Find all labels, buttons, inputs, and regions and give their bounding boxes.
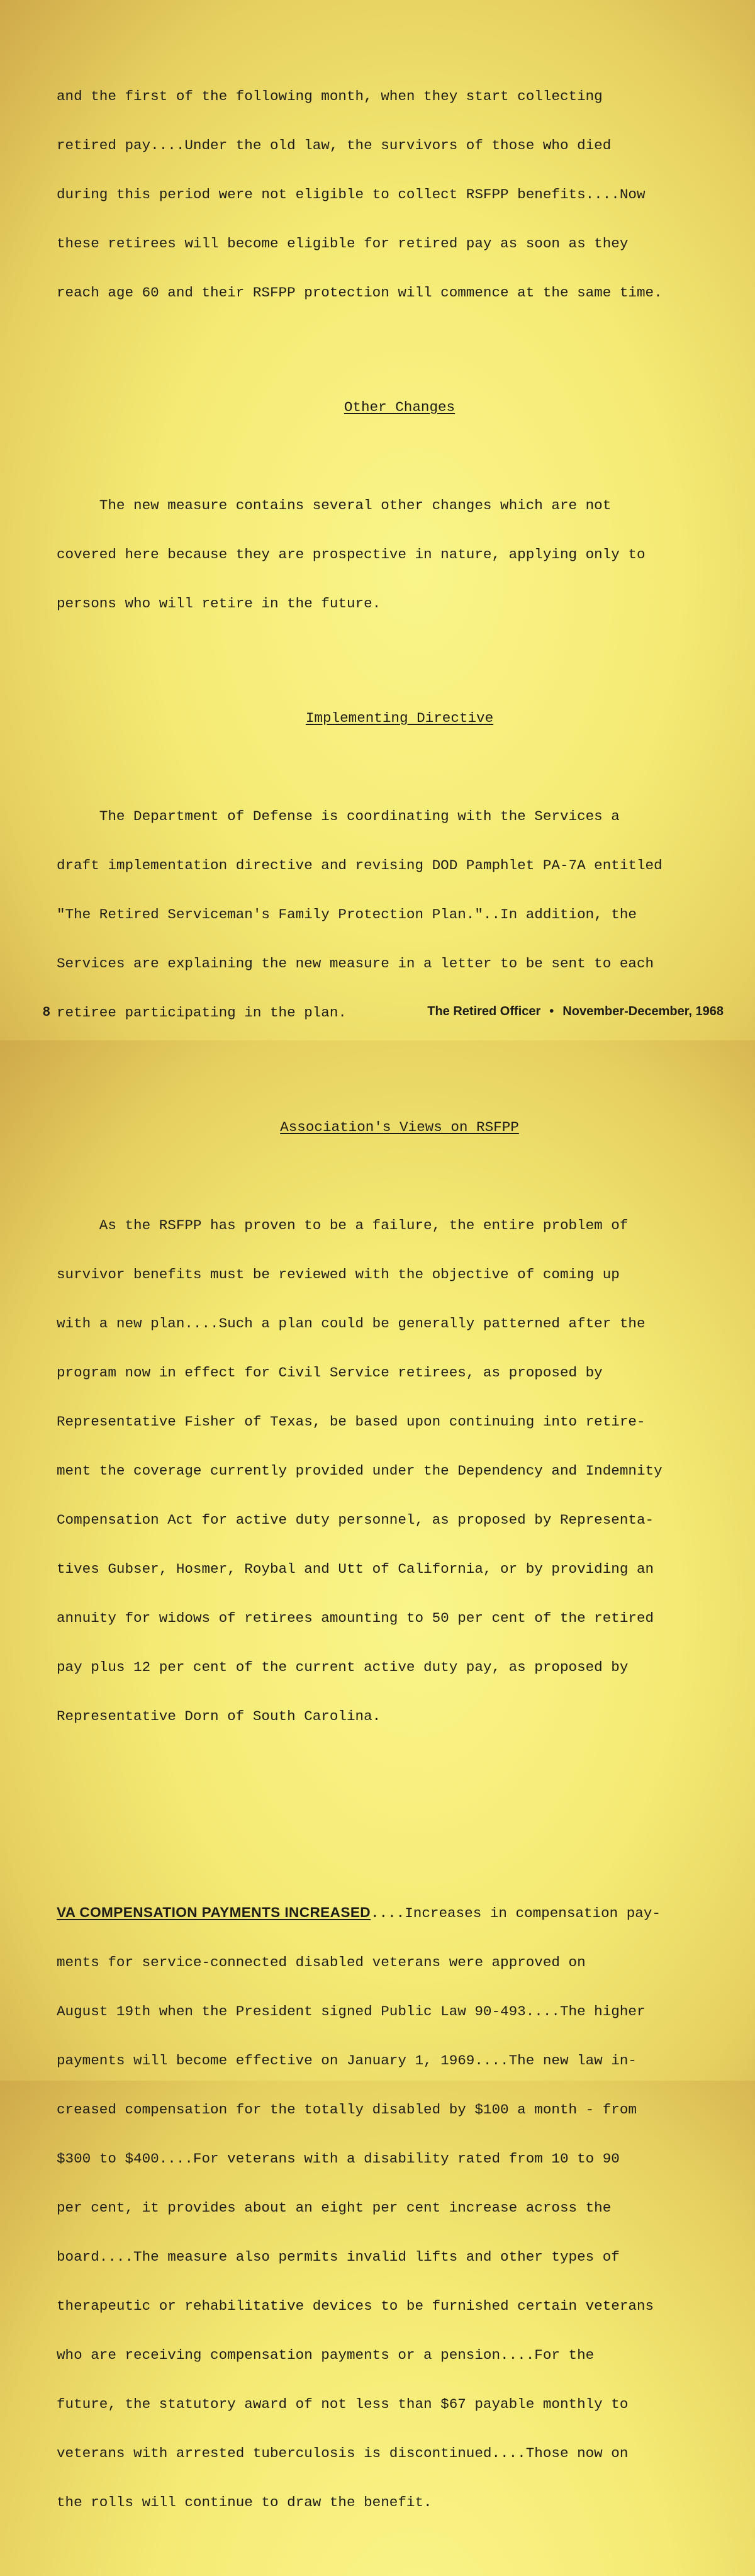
text-line: payments will become effective on January 1, 1969....The new law in- <box>57 2052 637 2069</box>
va-compensation-paragraph <box>57 1872 742 2543</box>
text-line: annuity for widows of retirees amounting to 50 per cent of the retired <box>57 1610 654 1626</box>
text-line: As the RSFPP has proven to be a failure, the entire problem of <box>57 1217 629 1234</box>
text-line: The new measure contains several other changes which are not <box>57 497 612 514</box>
text-line: persons who will retire in the future. <box>57 595 381 612</box>
text-line: covered here because they are prospective in nature, applying only to <box>57 546 646 563</box>
text-line: The Department of Defense is coordinating with the Services a <box>57 808 620 824</box>
text-line: Compensation Act for active duty personnel, as proposed by Representa- <box>57 1512 654 1528</box>
va-article-lead-rest: ....Increases in compensation pay- <box>371 1905 661 1921</box>
page-number: 8 <box>43 1004 50 1019</box>
section-heading-other-changes: Other Changes <box>344 399 456 415</box>
text-line: who are receiving compensation payments or a pension....For the <box>57 2347 595 2363</box>
association-views-paragraph <box>57 1184 742 1757</box>
text-line <box>57 1904 742 1921</box>
text-line: and the first of the following month, when they start collecting <box>57 88 603 104</box>
text-line: creased compensation for the totally disabled by $100 a month - from <box>57 2101 637 2118</box>
text-line: with a new plan....Such a plan could be generally patterned after the <box>57 1315 646 1332</box>
publication-footer <box>427 1004 724 1019</box>
text-line: survivor benefits must be reviewed with the objective of coming up <box>57 1266 620 1283</box>
text-line: Representative Fisher of Texas, be based upon continuing into retire- <box>57 1414 646 1430</box>
text-line: tives Gubser, Hosmer, Roybal and Utt of California, or by providing an <box>57 1561 654 1577</box>
text-line: program now in effect for Civil Service retirees, as proposed by <box>57 1364 603 1381</box>
text-line: Representative Dorn of South Carolina. <box>57 1708 381 1724</box>
text-line: ment the coverage currently provided under the Dependency and Indemnity <box>57 1463 663 1479</box>
text-line: reach age 60 and their RSFPP protection will commence at the same time. <box>57 284 663 301</box>
text-line: "The Retired Serviceman's Family Protection Plan."..In addition, the <box>57 906 637 923</box>
text-line: Services are explaining the new measure in a letter to be sent to each <box>57 955 654 972</box>
va-article-lead: VA COMPENSATION PAYMENTS INCREASED <box>57 1904 371 1920</box>
text-line: board....The measure also permits invalid lifts and other types of <box>57 2249 620 2265</box>
footer-separator: • <box>549 1004 554 1018</box>
other-changes-paragraph <box>57 464 742 644</box>
publication-title: The Retired Officer <box>427 1004 541 1018</box>
text-line: pay plus 12 per cent of the current active duty pay, as proposed by <box>57 1659 629 1675</box>
text-line: retiree participating in the plan. <box>57 1004 347 1021</box>
text-line: per cent, it provides about an eight per cent increase across the <box>57 2200 612 2216</box>
text-line: retired pay....Under the old law, the survivors of those who died <box>57 137 612 154</box>
text-line: during this period were not eligible to collect RSFPP benefits....Now <box>57 186 646 203</box>
text-line: the rolls will continue to draw the benefit. <box>57 2494 432 2511</box>
text-line: these retirees will become eligible for retired pay as soon as they <box>57 235 629 252</box>
article-body <box>57 23 742 2576</box>
text-line: future, the statutory award of not less than $67 payable monthly to <box>57 2396 629 2412</box>
issue-date: November-December, 1968 <box>562 1004 724 1018</box>
section-heading-implementing-directive: Implementing Directive <box>305 710 494 726</box>
intro-paragraph <box>57 55 742 334</box>
text-line: ments for service-connected disabled veterans were approved on <box>57 1954 586 1971</box>
text-line: veterans with arrested tuberculosis is discontinued....Those now on <box>57 2445 629 2461</box>
text-line: $300 to $400....For veterans with a disability rated from 10 to 90 <box>57 2151 620 2167</box>
text-line: therapeutic or rehabilitative devices to be furnished certain veterans <box>57 2298 654 2314</box>
text-line: draft implementation directive and revising DOD Pamphlet PA-7A entitled <box>57 857 663 874</box>
section-heading-association-views: Association's Views on RSFPP <box>280 1119 519 1135</box>
text-line: August 19th when the President signed Public Law 90-493....The higher <box>57 2003 646 2020</box>
